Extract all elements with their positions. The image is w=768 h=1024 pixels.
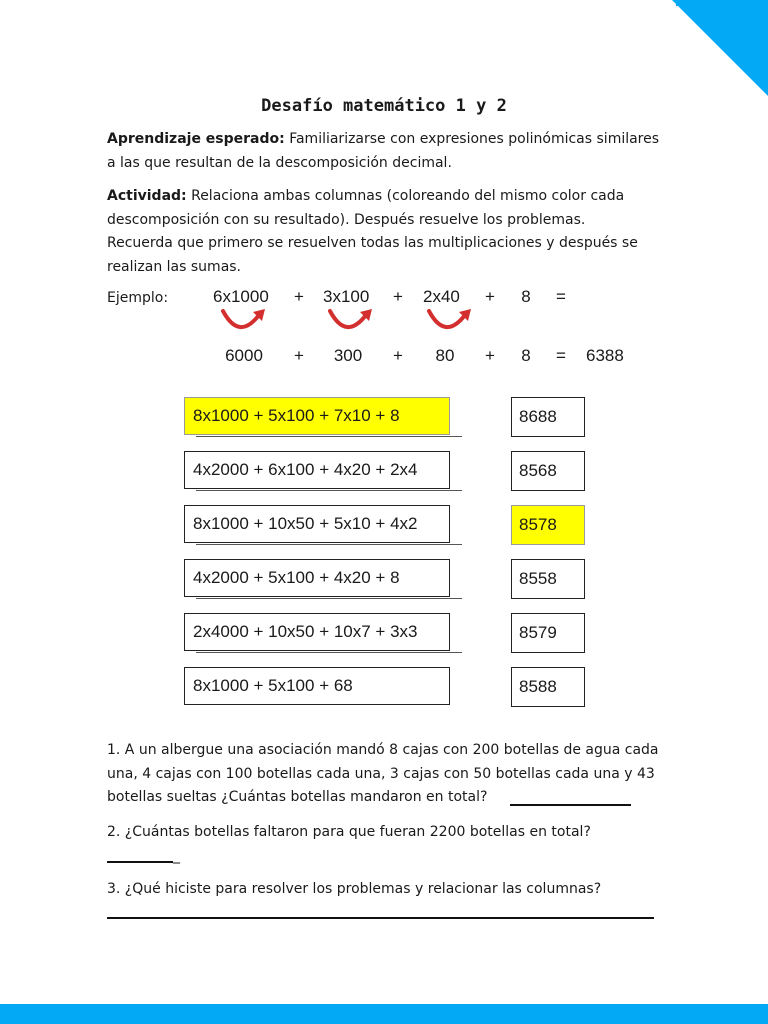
curved-arrow-icon (219, 307, 269, 333)
answer-line-1[interactable] (510, 804, 631, 806)
result-box[interactable]: 8558 (511, 559, 585, 599)
result-box[interactable]: 8588 (511, 667, 585, 707)
example-result-term: 80 (435, 346, 455, 365)
answer-line-2[interactable] (107, 861, 173, 863)
learning-objective-text: Familiarizarse con expresiones polinómicas similares a las que resultan de la descomposición decimal. (107, 131, 660, 171)
problem-1: 1. A un albergue una asociación mandó 8 cajas con 200 botellas de agua cada una, 4 cajas con 100 botellas cada una, 3 cajas con 50 botellas cada una y 43 botellas sueltas ¿Cuántas botellas mandaron en total? (107, 742, 659, 805)
expression-box-shadow (196, 598, 462, 599)
example-operator: + (294, 346, 304, 365)
example-result-term: 6000 (225, 346, 263, 365)
example-term: 3x100 (323, 287, 370, 306)
example-term: 8 (521, 287, 531, 306)
activity-reminder: Recuerda que primero se resuelven todas las multiplicaciones y después se realizan las sumas. (107, 235, 638, 275)
expression-box[interactable]: 8x1000 + 5x100 + 68 (184, 667, 450, 705)
problem-3: 3. ¿Qué hiciste para resolver los problemas y relacionar las columnas? (107, 881, 602, 897)
corner-triangle-decoration (672, 0, 768, 96)
example-operator: + (485, 346, 495, 365)
example-equals: = (556, 346, 566, 365)
expression-box-shadow (196, 544, 462, 545)
activity-label: Actividad: (107, 188, 187, 204)
expression-box[interactable]: 4x2000 + 5x100 + 4x20 + 8 (184, 559, 450, 597)
corner-decoration-strip (676, 0, 768, 6)
expression-box-shadow (196, 490, 462, 491)
expression-box[interactable]: 8x1000 + 5x100 + 7x10 + 8 (184, 397, 450, 435)
result-box[interactable]: 8579 (511, 613, 585, 653)
answer-line-2-suffix: _ (173, 848, 180, 864)
example-operator: + (485, 287, 495, 306)
curved-arrow-icon (425, 307, 475, 333)
example-operator: + (393, 287, 403, 306)
example-equals: = (556, 287, 566, 306)
expression-box[interactable]: 2x4000 + 10x50 + 10x7 + 3x3 (184, 613, 450, 651)
example-term: 2x40 (423, 287, 460, 306)
result-box[interactable]: 8568 (511, 451, 585, 491)
example-term: 6x1000 (213, 287, 269, 306)
expression-box[interactable]: 8x1000 + 10x50 + 5x10 + 4x2 (184, 505, 450, 543)
example-operator: + (294, 287, 304, 306)
answer-line-3[interactable] (107, 917, 654, 919)
learning-objective-label: Aprendizaje esperado: (107, 131, 285, 147)
problem-2: 2. ¿Cuántas botellas faltaron para que fueran 2200 botellas en total? (107, 824, 591, 840)
example-label: Ejemplo: (107, 290, 169, 306)
curved-arrow-icon (326, 307, 376, 333)
learning-objective (107, 128, 667, 175)
footer-bar (0, 1004, 768, 1024)
expression-box-shadow (196, 652, 462, 653)
activity-text: Relaciona ambas columnas (coloreando del mismo color cada descomposición con su resultado). Después resuelve los problemas. (107, 188, 625, 228)
example-result-term: 8 (521, 346, 531, 365)
result-box[interactable]: 8688 (511, 397, 585, 437)
expression-box[interactable]: 4x2000 + 6x100 + 4x20 + 2x4 (184, 451, 450, 489)
expression-box-shadow (196, 436, 462, 437)
example-result-term: 300 (333, 346, 363, 365)
example-operator: + (393, 346, 403, 365)
result-box[interactable]: 8578 (511, 505, 585, 545)
activity-instructions (107, 185, 667, 279)
page-title: Desafío matemático 1 y 2 (261, 96, 507, 116)
example-total: 6388 (586, 346, 624, 365)
